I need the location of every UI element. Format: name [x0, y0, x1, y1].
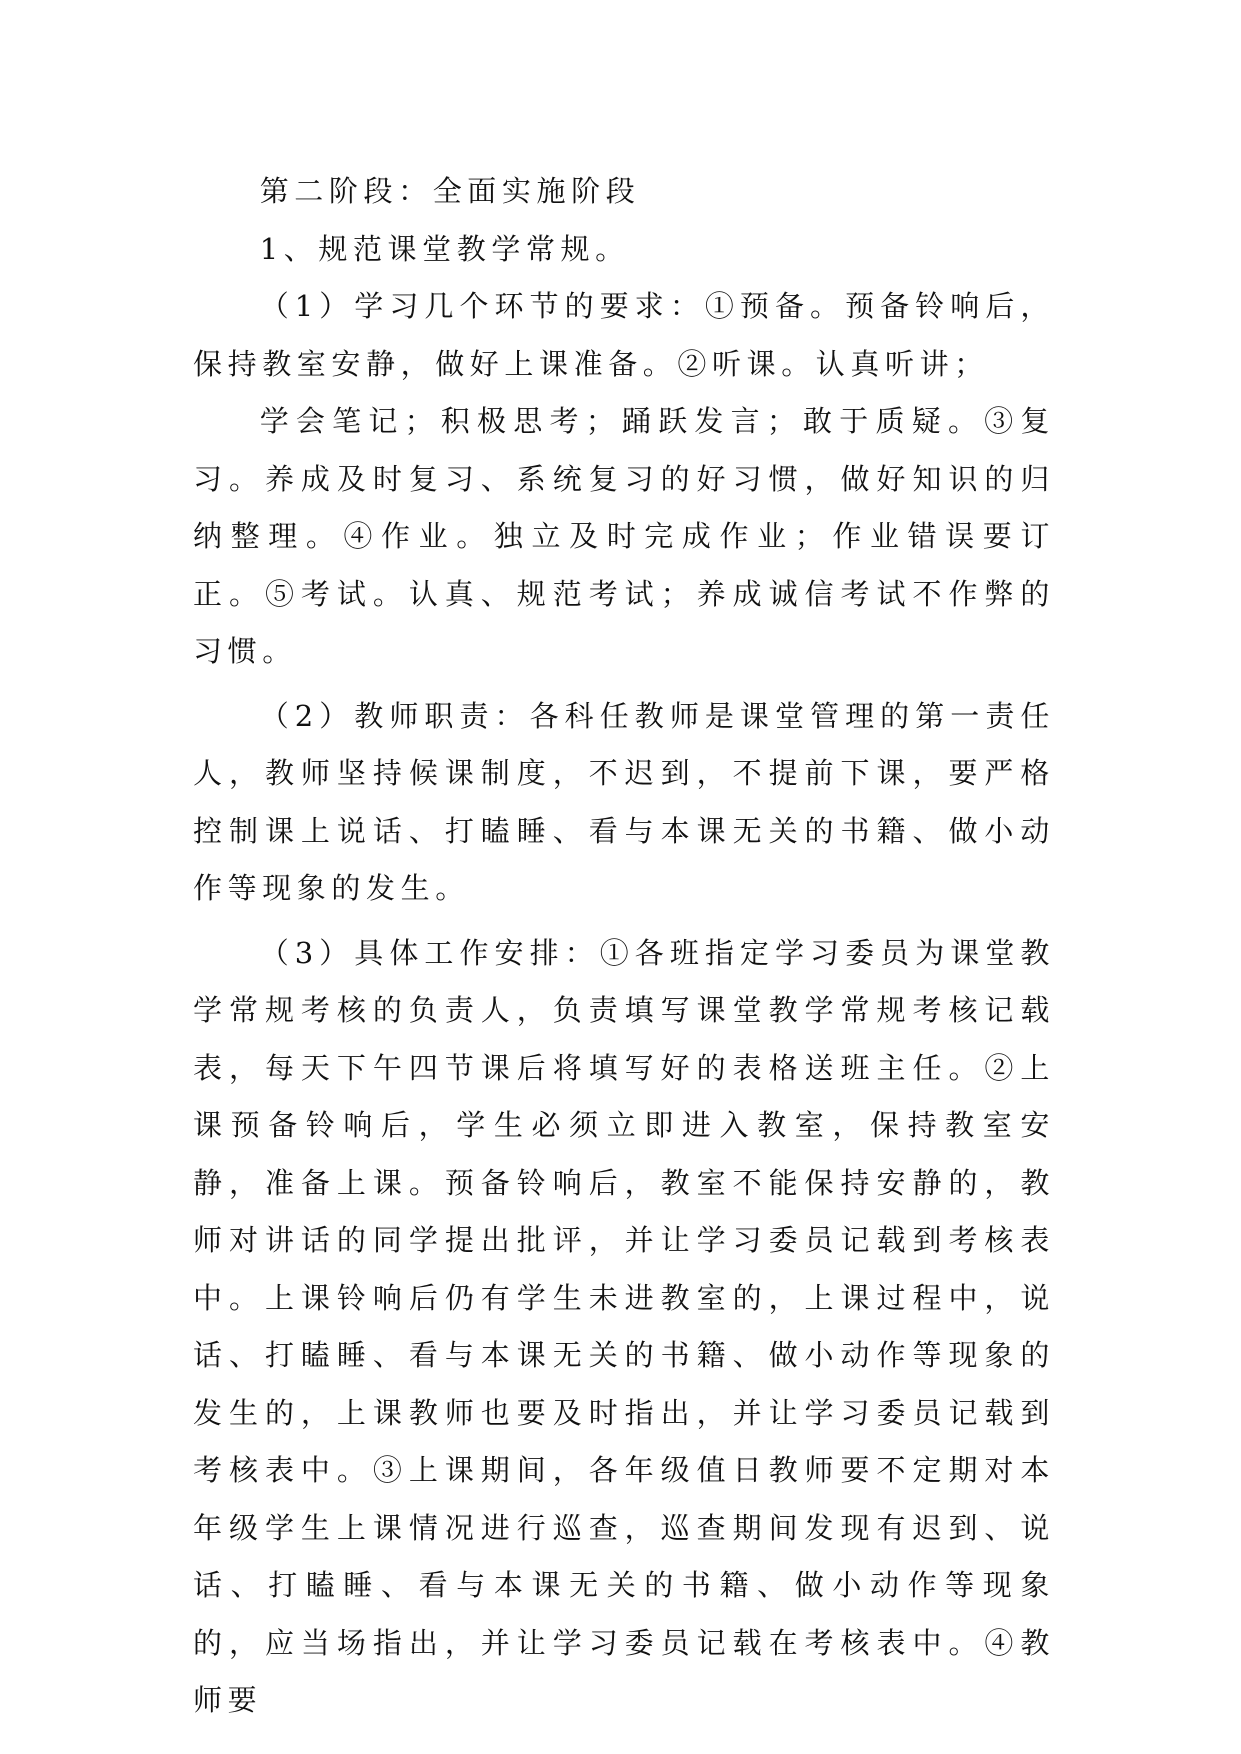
paragraph-item-1b: 学会笔记；积极思考；踊跃发言；敢于质疑。③复习。养成及时复习、系统复习的好习惯，做好知识的归纳整理。④作业。独立及时完成作业；作业错误要订正。⑤考试。认真、规范考试；养成诚信考试不作弊的习惯。 — [193, 404, 1055, 668]
stage-heading: 第二阶段：全面实施阶段 — [259, 174, 641, 208]
section-title: 1、规范课堂教学常规。 — [259, 231, 630, 266]
paragraph-item-2: （2）教师职责：各科任教师是课堂管理的第一责任人，教师坚持候课制度，不迟到，不提前下课，要严格控制课上说话、打瞌睡、看与本课无关的书籍、做小动作等现象的发生。 — [193, 698, 1055, 905]
document-body — [193, 163, 1055, 1730]
paragraph-item-1a: （1）学习几个环节的要求：①预备。预备铃响后，保持教室安静，做好上课准备。②听课。认真听讲； — [193, 289, 1055, 381]
paragraph-item-3: （3）具体工作安排：①各班指定学习委员为课堂教学常规考核的负责人，负责填写课堂教学常规考核记载表，每天下午四节课后将填写好的表格送班主任。②上课预备铃响后，学生必须立即进入教室，保持教室安静，准备上课。预备铃响后，教室不能保持安静的，教师对讲话的同学提出批评，并让学习委员记载到考核表中。上课铃响后仍有学生未进教室的，上课过程中，说话、打瞌睡、看与本课无关的书籍、做小动作等现象的发生的，上课教师也要及时指出，并让学习委员记载到考核表中。③上课期间，各年级值日教师要不定期对本年级学生上课情况进行巡查，巡查期间发现有迟到、说话、打瞌睡、看与本课无关的书籍、做小动作等现象的，应当场指出，并让学习委员记载在考核表中。④教师要 — [193, 935, 1055, 1717]
